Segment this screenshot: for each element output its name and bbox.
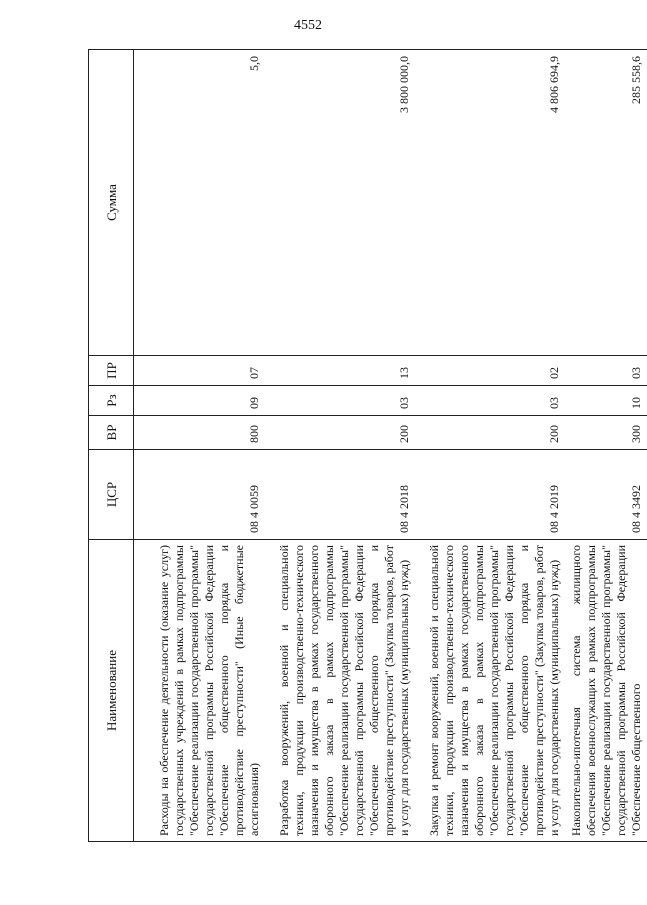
header-vr: ВР: [89, 416, 134, 450]
row-rz: 03: [415, 386, 565, 416]
row-pr: 13: [265, 356, 415, 386]
row-vr: 300: [565, 416, 647, 450]
page-number: 4552: [294, 18, 322, 33]
row-sum: 4 806 694,9: [415, 50, 565, 356]
header-name: Наименование: [89, 540, 134, 842]
header-rz: Рз: [89, 386, 134, 416]
row-rz: 10: [565, 386, 647, 416]
row-sum: 285 558,6: [565, 50, 647, 356]
table-row: [134, 50, 265, 842]
budget-table: [88, 49, 647, 842]
header-sum: Сумма: [89, 50, 134, 356]
table-row: [565, 50, 647, 842]
rotated-page-content: [88, 50, 643, 842]
row-sum: 3 800 000,0: [265, 50, 415, 356]
row-rz: 09: [134, 386, 265, 416]
row-sum: 5,0: [134, 50, 265, 356]
header-csr: ЦСР: [89, 450, 134, 540]
row-name: Расходы на обеспечение деятельности (оказание услуг) государственных учреждений в рамках подпрограммы "Обеспечение реализации государственной программы" государственной программы Российской Федерации "Обеспечение общественного порядка и противодействие преступности" (Иные бюджетные ассигнования): [134, 540, 265, 842]
row-csr: 08 4 2018: [265, 450, 415, 540]
row-csr: 08 4 3492: [565, 450, 647, 540]
row-name: Закупка и ремонт вооружений, военной и специальной техники, продукции производственно-технического назначения и имущества в рамках государственного оборонного заказа в рамках подпрограммы "Обеспечение реализации государственной программы" государственной программы Российской Федерации "Обеспечение общественного порядка и противодействие преступности" (Закупка товаров, работ и услуг для государственных (муниципальных) нужд): [415, 540, 565, 842]
row-vr: 200: [265, 416, 415, 450]
row-name: Разработка вооружений, военной и специальной техники, продукции производственно-технического назначения и имущества в рамках государственного оборонного заказа в рамках подпрограммы "Обеспечение реализации государственной программы" государственной программы Российской Федерации "Обеспечение общественного порядка и противодействие преступности" (Закупка товаров, работ и услуг для государственных (муниципальных) нужд): [265, 540, 415, 842]
table-row: [415, 50, 565, 842]
row-pr: 03: [565, 356, 647, 386]
table-row: [265, 50, 415, 842]
row-rz: 03: [265, 386, 415, 416]
row-vr: 200: [415, 416, 565, 450]
row-vr: 800: [134, 416, 265, 450]
row-pr: 02: [415, 356, 565, 386]
row-pr: 07: [134, 356, 265, 386]
row-csr: 08 4 2019: [415, 450, 565, 540]
header-pr: ПР: [89, 356, 134, 386]
row-csr: 08 4 0059: [134, 450, 265, 540]
table-header-row: [89, 50, 134, 842]
row-name: Накопительно-ипотечная система жилищного обеспечения военнослужащих в рамках подпрограммы "Обеспечение реализации государственной программы" государственной программы Российской Федерации "Обеспечение общественного: [565, 540, 647, 842]
